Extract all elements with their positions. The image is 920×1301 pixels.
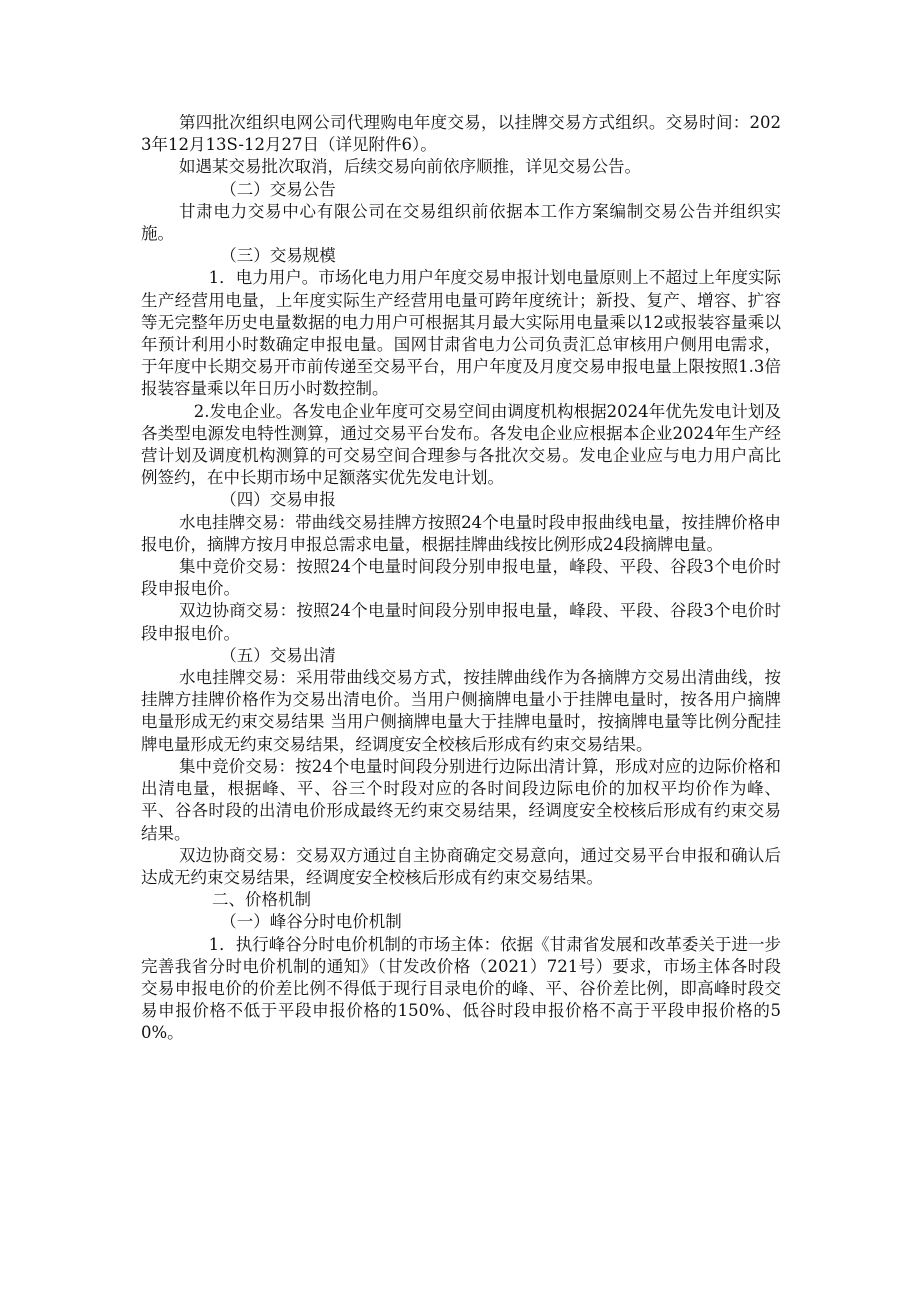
heading-trade-announcement: （二）交易公告 bbox=[220, 179, 336, 199]
heading-trade-clearing: （五）交易出清 bbox=[220, 645, 336, 665]
paragraph-bilateral-declaration: 双边协商交易：按照24个电量时间段分别申报电量，峰段、平段、谷段3个电价时段申报电价。 bbox=[141, 601, 781, 643]
paragraph-announcement: 甘肃电力交易中心有限公司在交易组织前依据本工作方案编制交易公告并组织实施。 bbox=[141, 201, 781, 244]
heading-price-mechanism: 二、价格机制 bbox=[211, 890, 311, 910]
paragraph-time-of-use-subjects: 1．执行峰谷分时电价机制的市场主体：依据《甘肃省发展和改革委关于进一步完善我省分时电价机制的通知》（甘发改价格（2021）721号）要求，市场主体各时段交易申报电价的价差比例不得低于现行目录电价的峰、平、谷价差比例，即高峰时段交易申报价格不低于平段申报价格的150%、低谷时段申报价格不高于平段申报价格的50%。 bbox=[141, 934, 781, 1043]
paragraph-hydro-listing-declaration: 水电挂牌交易：带曲线交易挂牌方按照24个电量时段申报曲线电量，按挂牌价格申报电价，摘牌方按月申报总需求电量，根据挂牌曲线按比例形成24段摘牌电量。 bbox=[141, 512, 781, 554]
paragraph-generators: 2.发电企业。各发电企业年度可交易空间由调度机构根据2024年优先发电计划及各类型电源发电特性测算，通过交易平台发布。各发电企业应根据本企业2024年生产经营计划及调度机构测算的可交易空间合理参与各批次交易。发电企业应与电力用户高比例签约，在中长期市场中足额落实优先发电计划。 bbox=[141, 401, 781, 488]
heading-trade-declaration: （四）交易申报 bbox=[220, 490, 336, 510]
paragraph-batch-four: 第四批次组织电网公司代理购电年度交易，以挂牌交易方式组织。交易时间：2023年12月13S-12月27日（详见附件6）。 bbox=[141, 113, 781, 155]
document-body bbox=[141, 112, 781, 1045]
paragraph-power-users: 1．电力用户。市场化电力用户年度交易申报计划电量原则上不超过上年度实际生产经营用电量，上年度实际生产经营用电量可跨年度统计；新投、复产、增容、扩容等无完整年历史电量数据的电力用户可根据其月最大实际用电量乘以12或报装容量乘以年预计利用小时数确定申报电量。国网甘肃省电力公司负责汇总审核用户侧用电需求，于年度中长期交易开市前传递至交易平台，用户年度及月度交易申报电量上限按照1.3倍报装容量乘以年日历小时数控制。 bbox=[141, 268, 781, 399]
paragraph-auction-clearing: 集中竞价交易：按24个电量时间段分别进行边际出清计算，形成对应的边际价格和出清电量，根据峰、平、谷三个时段对应的各时间段边际电价的加权平均价作为峰、平、谷各时段的出清电价形成最终无约束交易结果，经调度安全校核后形成有约束交易结果。 bbox=[141, 756, 781, 843]
paragraph-hydro-listing-clearing: 水电挂牌交易：采用带曲线交易方式，按挂牌曲线作为各摘牌方交易出清曲线，按挂牌方挂牌价格作为交易出清电价。当用户侧摘牌电量小于挂牌电量时，按各用户摘牌电量形成无约束交易结果 当用户侧摘牌电量大于挂牌电量时，按摘牌电量等比例分配挂牌电量形成无约束交易结果，经调度安全校核后形成有约束交易结果。 bbox=[141, 668, 781, 754]
heading-trade-scale: （三）交易规模 bbox=[220, 246, 336, 266]
paragraph-bilateral-clearing: 双边协商交易：交易双方通过自主协商确定交易意向，通过交易平台申报和确认后达成无约束交易结果，经调度安全校核后形成有约束交易结果。 bbox=[141, 845, 781, 887]
heading-time-of-use-pricing: （一）峰谷分时电价机制 bbox=[220, 912, 402, 932]
paragraph-batch-cancel: 如遇某交易批次取消，后续交易向前依序顺推，详见交易公告。 bbox=[178, 157, 641, 177]
paragraph-auction-declaration: 集中竞价交易：按照24个电量时间段分别申报电量，峰段、平段、谷段3个电价时段申报电价。 bbox=[141, 557, 781, 599]
